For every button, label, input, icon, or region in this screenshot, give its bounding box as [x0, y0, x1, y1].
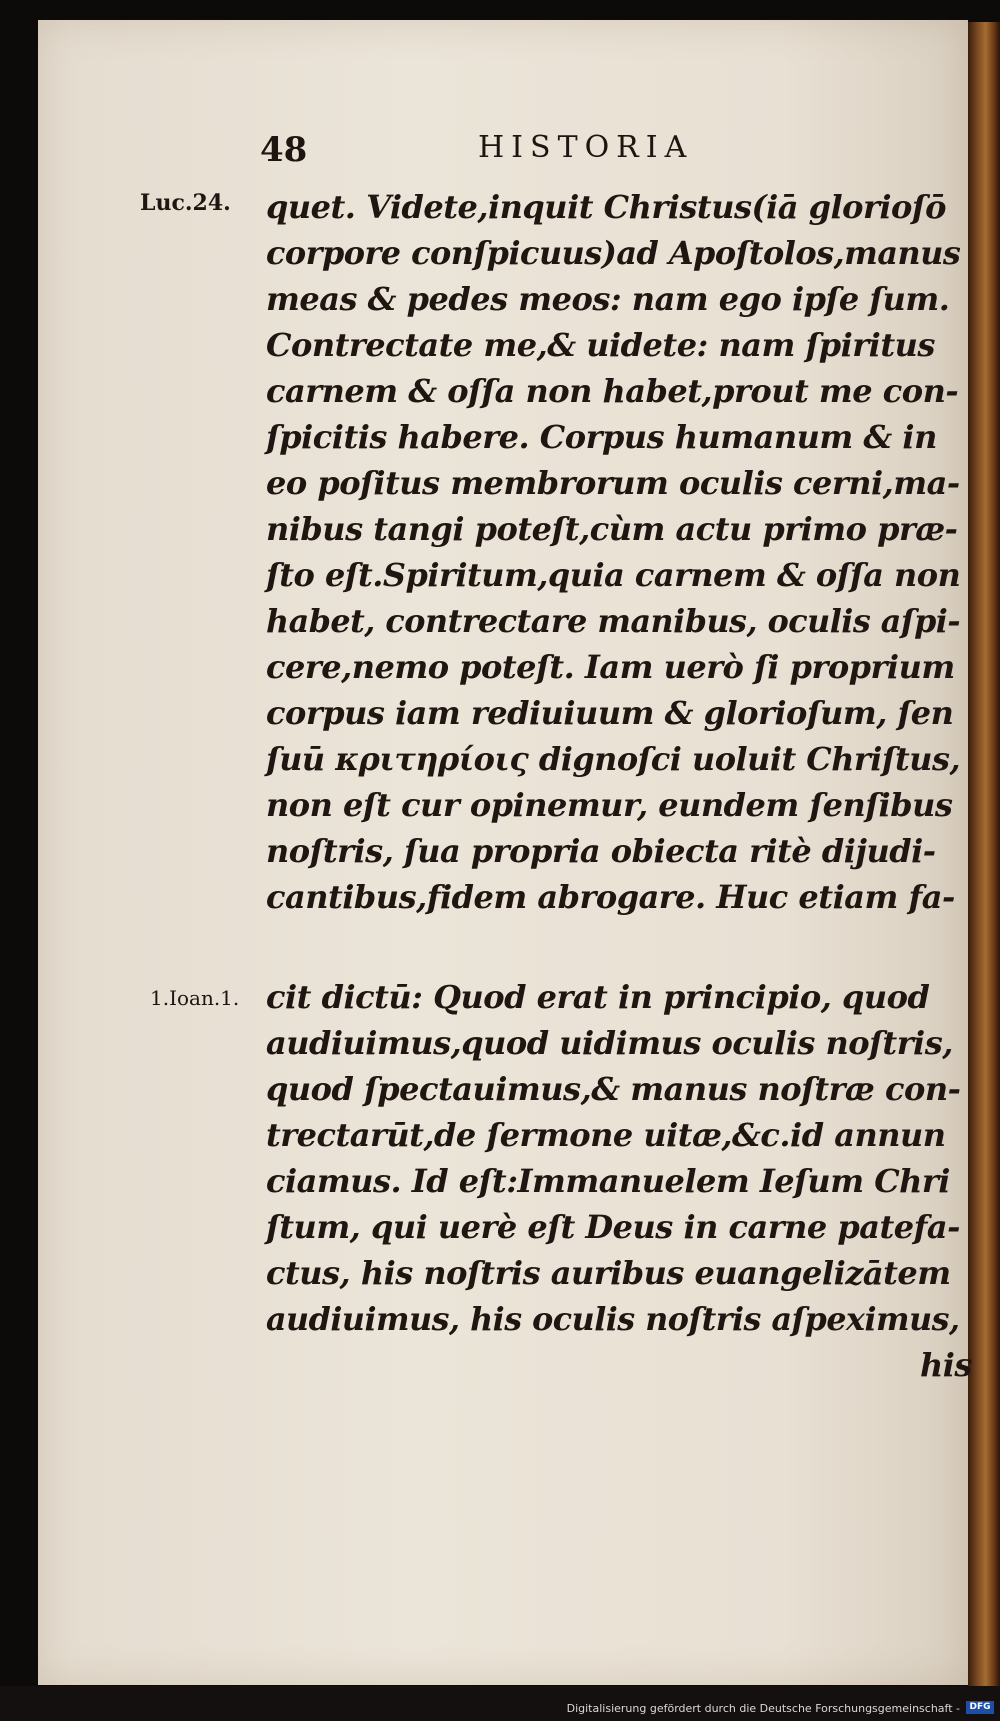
text-line: corpus iam rediuiuum & glorioſum, ſen	[266, 694, 954, 732]
text-line: quod ſpectauimus,& manus noſtræ con-	[266, 1070, 961, 1108]
text-line: ſtum, qui uerè eſt Deus in carne patefa-	[266, 1208, 960, 1246]
catchword: his	[920, 1346, 972, 1384]
text-line: meas & pedes meos: nam ego ipſe ſum.	[266, 280, 950, 318]
text-line: cantibus,fidem abrogare. Huc etiam fa-	[266, 878, 955, 916]
text-line: eo poſitus membrorum oculis cerni,ma-	[266, 464, 960, 502]
text-line: habet, contrectare manibus, oculis aſpi-	[266, 602, 961, 640]
text-line: ſuū κριτηρίοις dignoſci uoluit Chriſtus,	[266, 740, 961, 778]
text-line: audiuimus, his oculis noſtris aſpeximus,	[266, 1300, 960, 1338]
text-line: ſto eſt.Spiritum,quia carnem & oſſa non	[266, 556, 961, 594]
text-line: ciamus. Id eſt:Immanuelem Ieſum Chri	[266, 1162, 950, 1200]
text-line: noſtris, ſua propria obiecta ritè dijudi-	[266, 832, 936, 870]
book-spine-edge	[968, 22, 1000, 1692]
text-line: trectarūt,de ſermone uitæ,&c.id annun	[266, 1116, 946, 1154]
text-line: quet. Videte,inquit Christus(iā glorioſō	[266, 188, 946, 226]
text-line: Contrectate me,& uidete: nam ſpiritus	[266, 326, 935, 364]
text-line: ctus, his noſtris auribus euangelizātem	[266, 1254, 951, 1292]
text-line: non eſt cur opinemur, eundem ſenſibus	[266, 786, 953, 824]
margin-note-luc: Luc.24.	[140, 190, 231, 216]
digitization-credit: Digitalisierung gefördert durch die Deutsche Forschungsgemeinschaft -	[566, 1702, 960, 1715]
text-line: cere,nemo poteſt. Iam uerò ſi proprium	[266, 648, 955, 686]
running-title: HISTORIA	[478, 130, 694, 165]
text-line: nibus tangi poteſt,cùm actu primo præ-	[266, 510, 958, 548]
text-line: audiuimus,quod uidimus oculis noſtris,	[266, 1024, 953, 1062]
margin-note-ioan: 1.Ioan.1.	[150, 986, 240, 1010]
text-line: cit dictū: Quod erat in principio, quod	[266, 978, 930, 1016]
page-number: 48	[260, 130, 308, 170]
text-line: carnem & oſſa non habet,prout me con-	[266, 372, 959, 410]
dfg-logo: DFG	[966, 1701, 994, 1714]
text-line: corpore conſpicuus)ad Apoſtolos,manus	[266, 234, 961, 272]
text-line: ſpicitis habere. Corpus humanum & in	[266, 418, 937, 456]
